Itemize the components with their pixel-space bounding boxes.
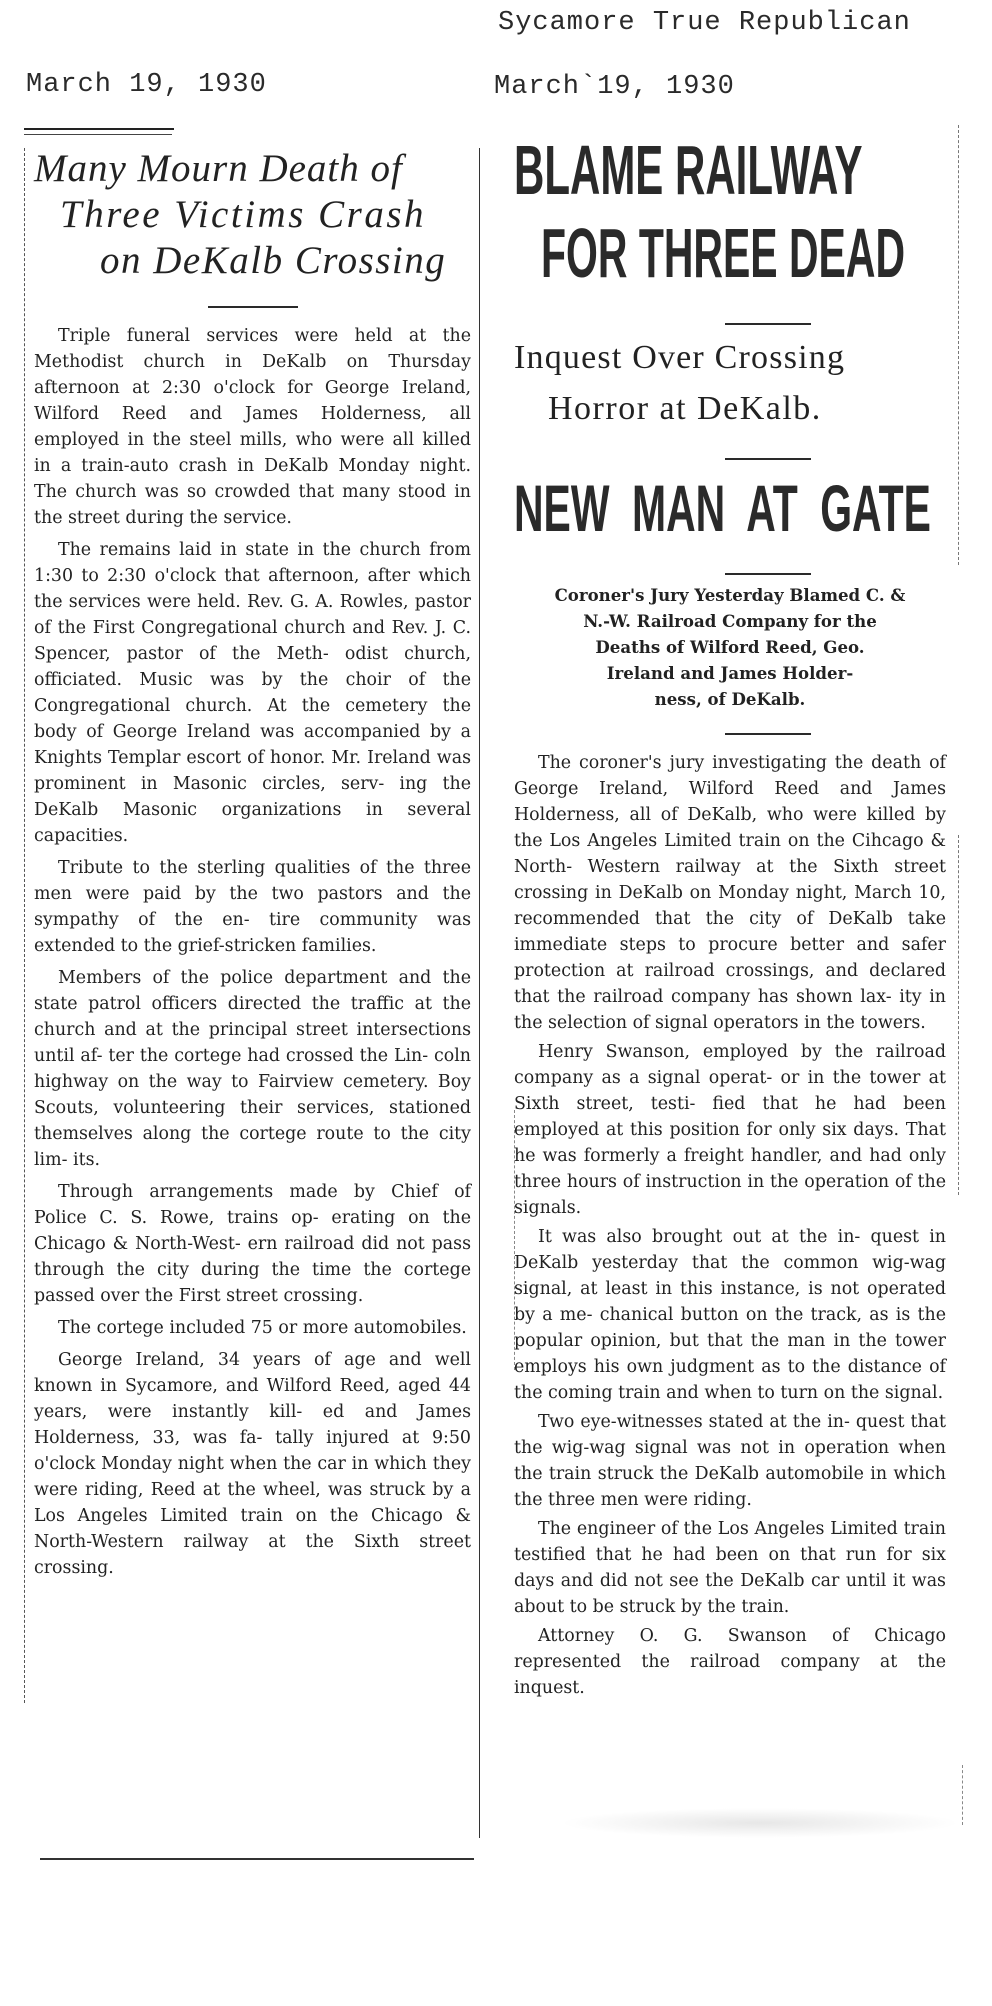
headline-divider bbox=[725, 573, 811, 575]
main-headline-line: FOR THREE DEAD bbox=[541, 214, 906, 292]
article-paragraph: Members of the police department and the state patrol officers directed the traffic at the church and at the principal street intersections until af- ter the cortege had crossed the Lin- coln highway on the way to Fairview cemetery. Boy Scouts, volunteering their services, stationed themselves along the cortege route to the city lim- its. bbox=[34, 968, 471, 1170]
left-article-body bbox=[34, 323, 471, 1587]
secondary-headline: NEW MAN AT GATE bbox=[514, 471, 931, 545]
print-smudge bbox=[560, 1808, 960, 1838]
left-article-headline bbox=[34, 146, 471, 308]
headline-divider bbox=[725, 323, 811, 325]
article-paragraph: George Ireland, 34 years of age and well known in Sycamore, and Wilford Reed, aged 44 years, were instantly kill- ed and James Holderness, 33, was fa- tally injured at 9:50 o'clock Monday night when the car in which they were riding, Reed at the wheel, was struck by a Los Angeles Limited train on the Chicago & North-Western railway at the Sixth street crossing. bbox=[34, 1350, 471, 1578]
headline-divider bbox=[208, 306, 298, 308]
deck-summary bbox=[514, 582, 946, 712]
left-article-bottom-rule bbox=[40, 1858, 474, 1860]
column-rule bbox=[514, 1110, 515, 1370]
date-label-left: March 19, 1930 bbox=[26, 70, 267, 100]
headline-divider bbox=[725, 733, 811, 735]
deck-line: N.-W. Railroad Company for the bbox=[583, 611, 877, 631]
article-paragraph: It was also brought out at the in- quest in DeKalb yesterday that the common wig-wag signal, at least in this instance, is not operated by a me- chanical button on the track, as is the popular opinion, but that the man in the tower employs his own judgment as to the distance of the coming train and when to turn on the signal. bbox=[514, 1227, 946, 1403]
article-paragraph: The cortege included 75 or more automobiles. bbox=[58, 1318, 467, 1338]
column-divider bbox=[479, 148, 480, 1838]
headline-line: on DeKalb Crossing bbox=[100, 239, 447, 282]
deck-line: ness, of DeKalb. bbox=[654, 689, 806, 709]
article-paragraph: The coroner's jury investigating the death of George Ireland, Wilford Reed and James Holderness, all of DeKalb, who were killed by the Los Angeles Limited train on the Cihcago & North- Western railway at the Sixth street crossing in DeKalb on Monday night, March 10, recommended that the city of DeKalb take immediate steps to procure better and safer protection at railroad crossings, and declared that the railroad company has shown lax- ity in the selection of signal operators in the towers. bbox=[514, 753, 946, 1033]
left-article-left-border bbox=[24, 148, 25, 1703]
main-headline-line: BLAME RAILWAY bbox=[514, 131, 863, 209]
article-paragraph: Triple funeral services were held at the Methodist church in DeKalb on Thursday afternoon at 2:30 o'clock for George Ireland, Wilford Reed and James Holderness, all employed in the steel mills, who were all killed in a train-auto crash in DeKalb Monday night. The church was so crowded that many stood in the street during the service. bbox=[34, 326, 471, 528]
headline-line: Three Victims Crash bbox=[60, 193, 426, 236]
deck-line: Deaths of Wilford Reed, Geo. bbox=[595, 637, 865, 657]
right-article-body bbox=[514, 750, 946, 1704]
subheadline-line: Inquest Over Crossing bbox=[514, 339, 846, 376]
article-paragraph: Attorney O. G. Swanson of Chicago represented the railroad company at the inquest. bbox=[514, 1626, 946, 1698]
article-paragraph: The engineer of the Los Angeles Limited train testified that he had been on that run for six days and did not see the DeKalb car until it was about to be struck by the train. bbox=[514, 1519, 946, 1617]
double-rule-top bbox=[24, 128, 174, 130]
deck-line: Ireland and James Holder- bbox=[606, 663, 854, 683]
newspaper-name: Sycamore True Republican bbox=[498, 8, 911, 38]
deck-line: Coroner's Jury Yesterday Blamed C. & bbox=[554, 585, 906, 605]
right-column-rule bbox=[958, 835, 959, 1195]
headline-line: Many Mourn Death of bbox=[34, 147, 403, 190]
headline-divider bbox=[725, 458, 811, 460]
article-paragraph: Tribute to the sterling qualities of the three men were paid by the two pastors and the sympathy of the en- tire community was extended to the grief-stricken families. bbox=[34, 858, 471, 956]
double-rule-bottom bbox=[24, 134, 172, 135]
date-label-right: March`19, 1930 bbox=[494, 72, 735, 102]
right-column-rule bbox=[958, 125, 959, 565]
article-paragraph: The remains laid in state in the church from 1:30 to 2:30 o'clock that afternoon, after which the services were held. Rev. G. A. Rowles, pastor of the First Congregational church and Rev. J. C. Spencer, pastor of the Meth- odist church, officiated. Music was by the choir of the Congregational church. At the cemetery the body of George Ireland was accompanied by a Knights Templar escort of honor. Mr. Ireland was prominent in Masonic circles, serv- ing the DeKalb Masonic organizations in several capacities. bbox=[34, 540, 471, 846]
article-paragraph: Henry Swanson, employed by the railroad company as a signal operat- or in the tower at Sixth street, testi- fied that he had been employed at this position for only six days. That he was formerly a freight handler, and had only three hours of instruction in the operation of the signals. bbox=[514, 1042, 946, 1218]
right-column-rule bbox=[962, 1765, 963, 1825]
article-paragraph: Two eye-witnesses stated at the in- quest that the wig-wag signal was not in operation when the train struck the DeKalb automobile in which the three men were riding. bbox=[514, 1412, 946, 1510]
subheadline-line: Horror at DeKalb. bbox=[548, 390, 822, 427]
article-paragraph: Through arrangements made by Chief of Police C. S. Rowe, trains op- erating on the Chicago & North-West- ern railroad did not pass through the city during the time the cortege passed over the First street crossing. bbox=[34, 1182, 471, 1306]
